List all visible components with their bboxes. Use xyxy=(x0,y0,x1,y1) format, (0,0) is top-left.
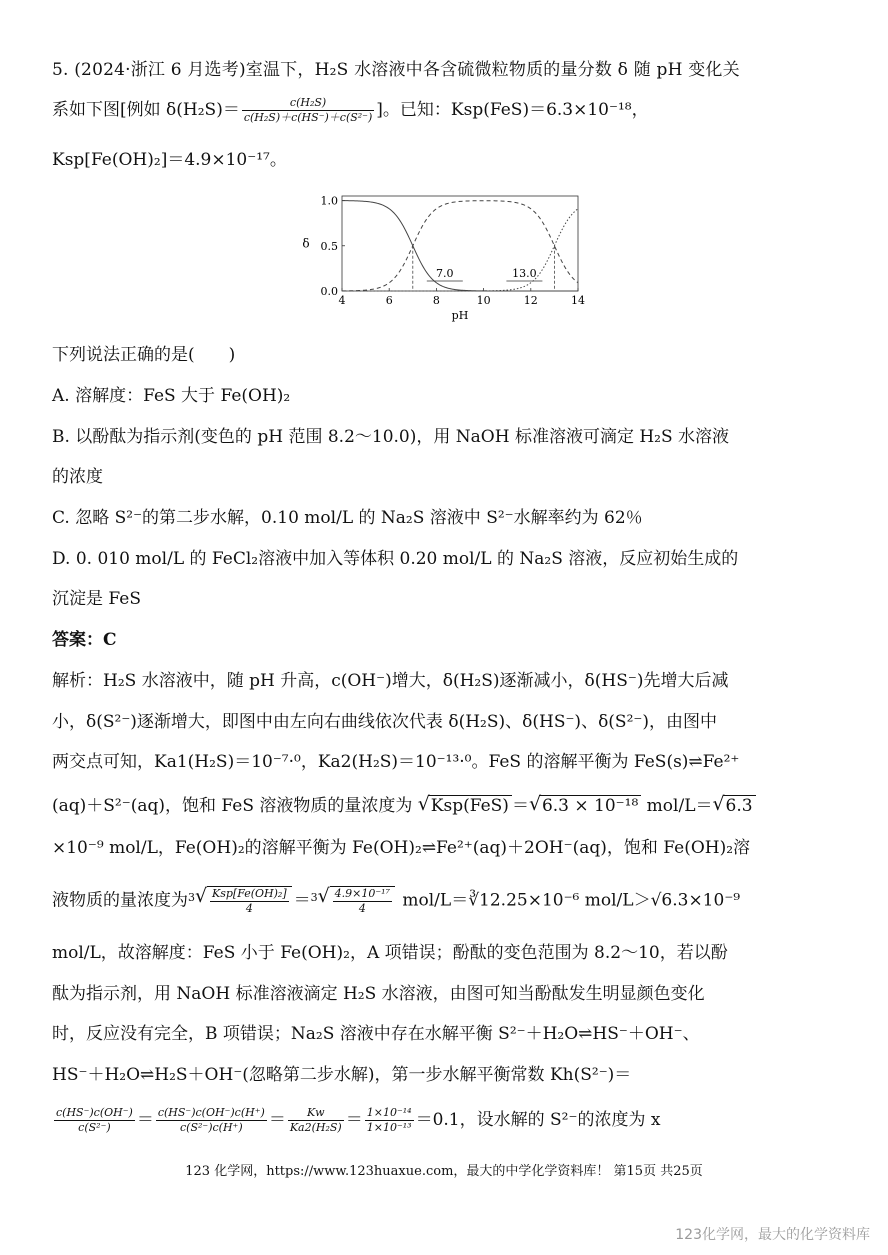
x-tick-label: 6 xyxy=(385,294,393,307)
analysis-l6a: 液物质的量浓度为 xyxy=(52,890,188,911)
kh-fraction-3 xyxy=(288,1106,344,1135)
analysis-l4c: mol/L＝ xyxy=(641,796,713,816)
question-line-2-pre: 系如下图[例如 δ(H₂S)＝ xyxy=(52,100,240,120)
cbrt-ksp-feoh2: √ $\frac{\text{Ksp[Fe(OH)₂]}}{4}$ xyxy=(195,886,294,916)
series-line-2 xyxy=(342,201,578,291)
analysis-line-8: 酞为指示剂，用 NaOH 标准溶液滴定 H₂S 水溶液，由图可知当酚酞发生明显颜色变化 xyxy=(52,984,705,1004)
annotation-label: 7.0 xyxy=(436,267,454,280)
cbrt-4-9e-17: √ $\frac{\text{4.9×10⁻¹⁷}}{4}$ xyxy=(318,886,397,916)
analysis-line-6: 液物质的量浓度为$^3$ √ $\frac{\text{Ksp[Fe(OH)₂]}}{4}$ ＝$^3$ √ $\frac{\text{4.9×10⁻¹⁷}}{4}$ mol/L＝∛12.25×10⁻⁶ mol/L＞√6.3×10⁻⁹ xyxy=(52,885,741,915)
analysis-l4a: (aq)＋S²⁻(aq)，饱和 FeS 溶液物质的量浓度为 xyxy=(52,796,413,816)
annotation-label: 13.0 xyxy=(512,267,537,280)
x-axis-label: pH xyxy=(451,309,469,322)
page-footer: 123 化学网，https://www.123huaxue.com，最大的中学化学资料库！ 第15页 共25页 xyxy=(185,1164,703,1179)
analysis-l11-tail: ＝0.1，设水解的 S²⁻的浓度为 x xyxy=(415,1110,661,1130)
answer xyxy=(52,628,836,652)
question-line-3: Ksp[Fe(OH)₂]＝4.9×10⁻¹⁷。 xyxy=(52,150,287,170)
kh-f2-den: c(S²⁻)c(H⁺) xyxy=(156,1120,267,1135)
x-tick-label: 12 xyxy=(523,294,538,307)
kh-fraction-4 xyxy=(365,1106,414,1135)
option-b-cont: 的浓度 xyxy=(52,467,103,487)
cbrt-1-den: 4 xyxy=(210,901,289,916)
chart-axes xyxy=(342,196,578,291)
cbrt-2-num: 4.9×10⁻¹⁷ xyxy=(334,887,390,900)
sqrt-ksp-fes: √ Ksp(FeS) xyxy=(418,794,512,818)
y-tick-label: 1.0 xyxy=(320,194,338,208)
analysis-line-10: HS⁻＋H₂O⇌H₂S＋OH⁻(忽略第二步水解)，第一步水解平衡常数 Kh(S²⁻)＝ xyxy=(52,1065,632,1085)
y-tick-label: 0.5 xyxy=(320,239,338,253)
kh-f4-den: 1×10⁻¹³ xyxy=(366,1121,412,1134)
analysis-line-7: mol/L，故溶解度：FeS 小于 Fe(OH)₂，A 项错误；酚酞的变色范围为 8.2～10，若以酚 xyxy=(52,943,728,963)
kh-fraction-1 xyxy=(54,1106,135,1135)
sqrt-ksp-fes-radicand: Ksp(FeS) xyxy=(428,795,512,816)
analysis-line-11 xyxy=(52,1106,836,1135)
option-a: A. 溶解度：FeS 大于 Fe(OH)₂ xyxy=(52,386,291,406)
series-line-3 xyxy=(342,209,578,291)
chart-labels xyxy=(302,195,585,322)
option-b: B. 以酚酞为指示剂(变色的 pH 范围 8.2～10.0)，用 NaOH 标准溶液可滴定 H₂S 水溶液 xyxy=(52,427,730,447)
kh-f3-den: Ka2(H₂S) xyxy=(289,1121,342,1134)
series-line-1 xyxy=(342,201,578,291)
eq-sign-2: ＝ xyxy=(268,1110,286,1130)
analysis-line-3: 两交点可知，Ka1(H₂S)＝10⁻⁷·⁰，Ka2(H₂S)＝10⁻¹³·⁰。FeS 的溶解平衡为 FeS(s)⇌Fe²⁺ xyxy=(52,752,740,772)
sqrt-6-3: √ 6.3 xyxy=(713,794,756,818)
analysis-l4b: ＝ xyxy=(511,796,529,816)
watermark: 123化学网，最大的化学资料库 xyxy=(675,1227,870,1243)
cbrt-2-den: 4 xyxy=(333,901,392,916)
kh-fraction-2 xyxy=(156,1106,267,1135)
option-d: D. 0. 010 mol/L 的 FeCl₂溶液中加入等体积 0.20 mol/L 的 Na₂S 溶液，反应初始生成的 xyxy=(52,549,739,569)
sqrt-6-3e-18-radicand: 6.3 × 10⁻¹⁸ xyxy=(539,795,641,816)
y-tick-label: 0.0 xyxy=(320,285,338,298)
analysis-line-4 xyxy=(52,794,836,818)
cbrt-1-num: Ksp[Fe(OH)₂] xyxy=(212,887,287,900)
kh-f2-num: c(HS⁻)c(OH⁻)c(H⁺) xyxy=(157,1106,265,1119)
analysis-line-5: ×10⁻⁹ mol/L，Fe(OH)₂的溶解平衡为 Fe(OH)₂⇌Fe²⁺(aq)＋2OH⁻(aq)，饱和 Fe(OH)₂溶 xyxy=(52,838,751,858)
analysis-line-1: 解析：H₂S 水溶液中，随 pH 升高，c(OH⁻)增大，δ(H₂S)逐渐减小，δ(HS⁻)先增大后减 xyxy=(52,671,729,691)
option-d-cont: 沉淀是 FeS xyxy=(52,589,141,609)
plot-frame xyxy=(342,196,578,291)
analysis-line-2: 小，δ(S²⁻)逐渐增大，即图中由左向右曲线依次代表 δ(H₂S)、δ(HS⁻)、δ(S²⁻)，由图中 xyxy=(52,712,717,732)
kh-f4-num: 1×10⁻¹⁴ xyxy=(366,1106,412,1119)
fraction-denominator: c(H₂S)＋c(HS⁻)＋c(S²⁻) xyxy=(243,111,373,124)
analysis-l6b: ＝ xyxy=(293,890,311,911)
kh-f1-den: c(S²⁻) xyxy=(54,1120,135,1135)
kh-f3-num: Kw xyxy=(306,1106,325,1119)
answer-value: C xyxy=(103,630,117,650)
question-line-2 xyxy=(52,96,836,125)
delta-definition-fraction xyxy=(242,96,374,125)
x-tick-label: 8 xyxy=(432,294,440,307)
analysis-line-9: 时，反应没有完全，B 项错误；Na₂S 溶液中存在水解平衡 S²⁻＋H₂O⇌HS⁻＋OH⁻、 xyxy=(52,1024,700,1044)
eq-sign-1: ＝ xyxy=(136,1110,154,1130)
x-tick-label: 10 xyxy=(476,294,491,307)
distribution-chart xyxy=(300,188,600,336)
x-tick-label: 4 xyxy=(338,294,346,307)
analysis-l6c: mol/L＝∛12.25×10⁻⁶ mol/L＞√6.3×10⁻⁹ xyxy=(396,890,741,911)
question-line-2-post: ]。已知：Ksp(FeS)＝6.3×10⁻¹⁸， xyxy=(376,100,649,120)
fraction-numerator: c(H₂S) xyxy=(289,96,327,109)
chart-series xyxy=(342,201,578,291)
kh-f1-num: c(HS⁻)c(OH⁻) xyxy=(56,1106,133,1119)
answer-label: 答案： xyxy=(52,630,103,650)
x-tick-label: 14 xyxy=(571,294,585,307)
sqrt-6-3e-18: √ 6.3 × 10⁻¹⁸ xyxy=(529,794,641,818)
option-c: C. 忽略 S²⁻的第二步水解，0.10 mol/L 的 Na₂S 溶液中 S²⁻水解率约为 62％ xyxy=(52,508,643,528)
eq-sign-3: ＝ xyxy=(345,1110,363,1130)
question-prompt: 下列说法正确的是( ) xyxy=(52,345,236,365)
sqrt-6-3-radicand: 6.3 xyxy=(723,795,756,816)
question-line-1: 5. (2024·浙江 6 月选考)室温下，H₂S 水溶液中各含硫微粒物质的量分数 δ 随 pH 变化关 xyxy=(52,60,740,80)
y-axis-label: δ xyxy=(302,236,310,251)
